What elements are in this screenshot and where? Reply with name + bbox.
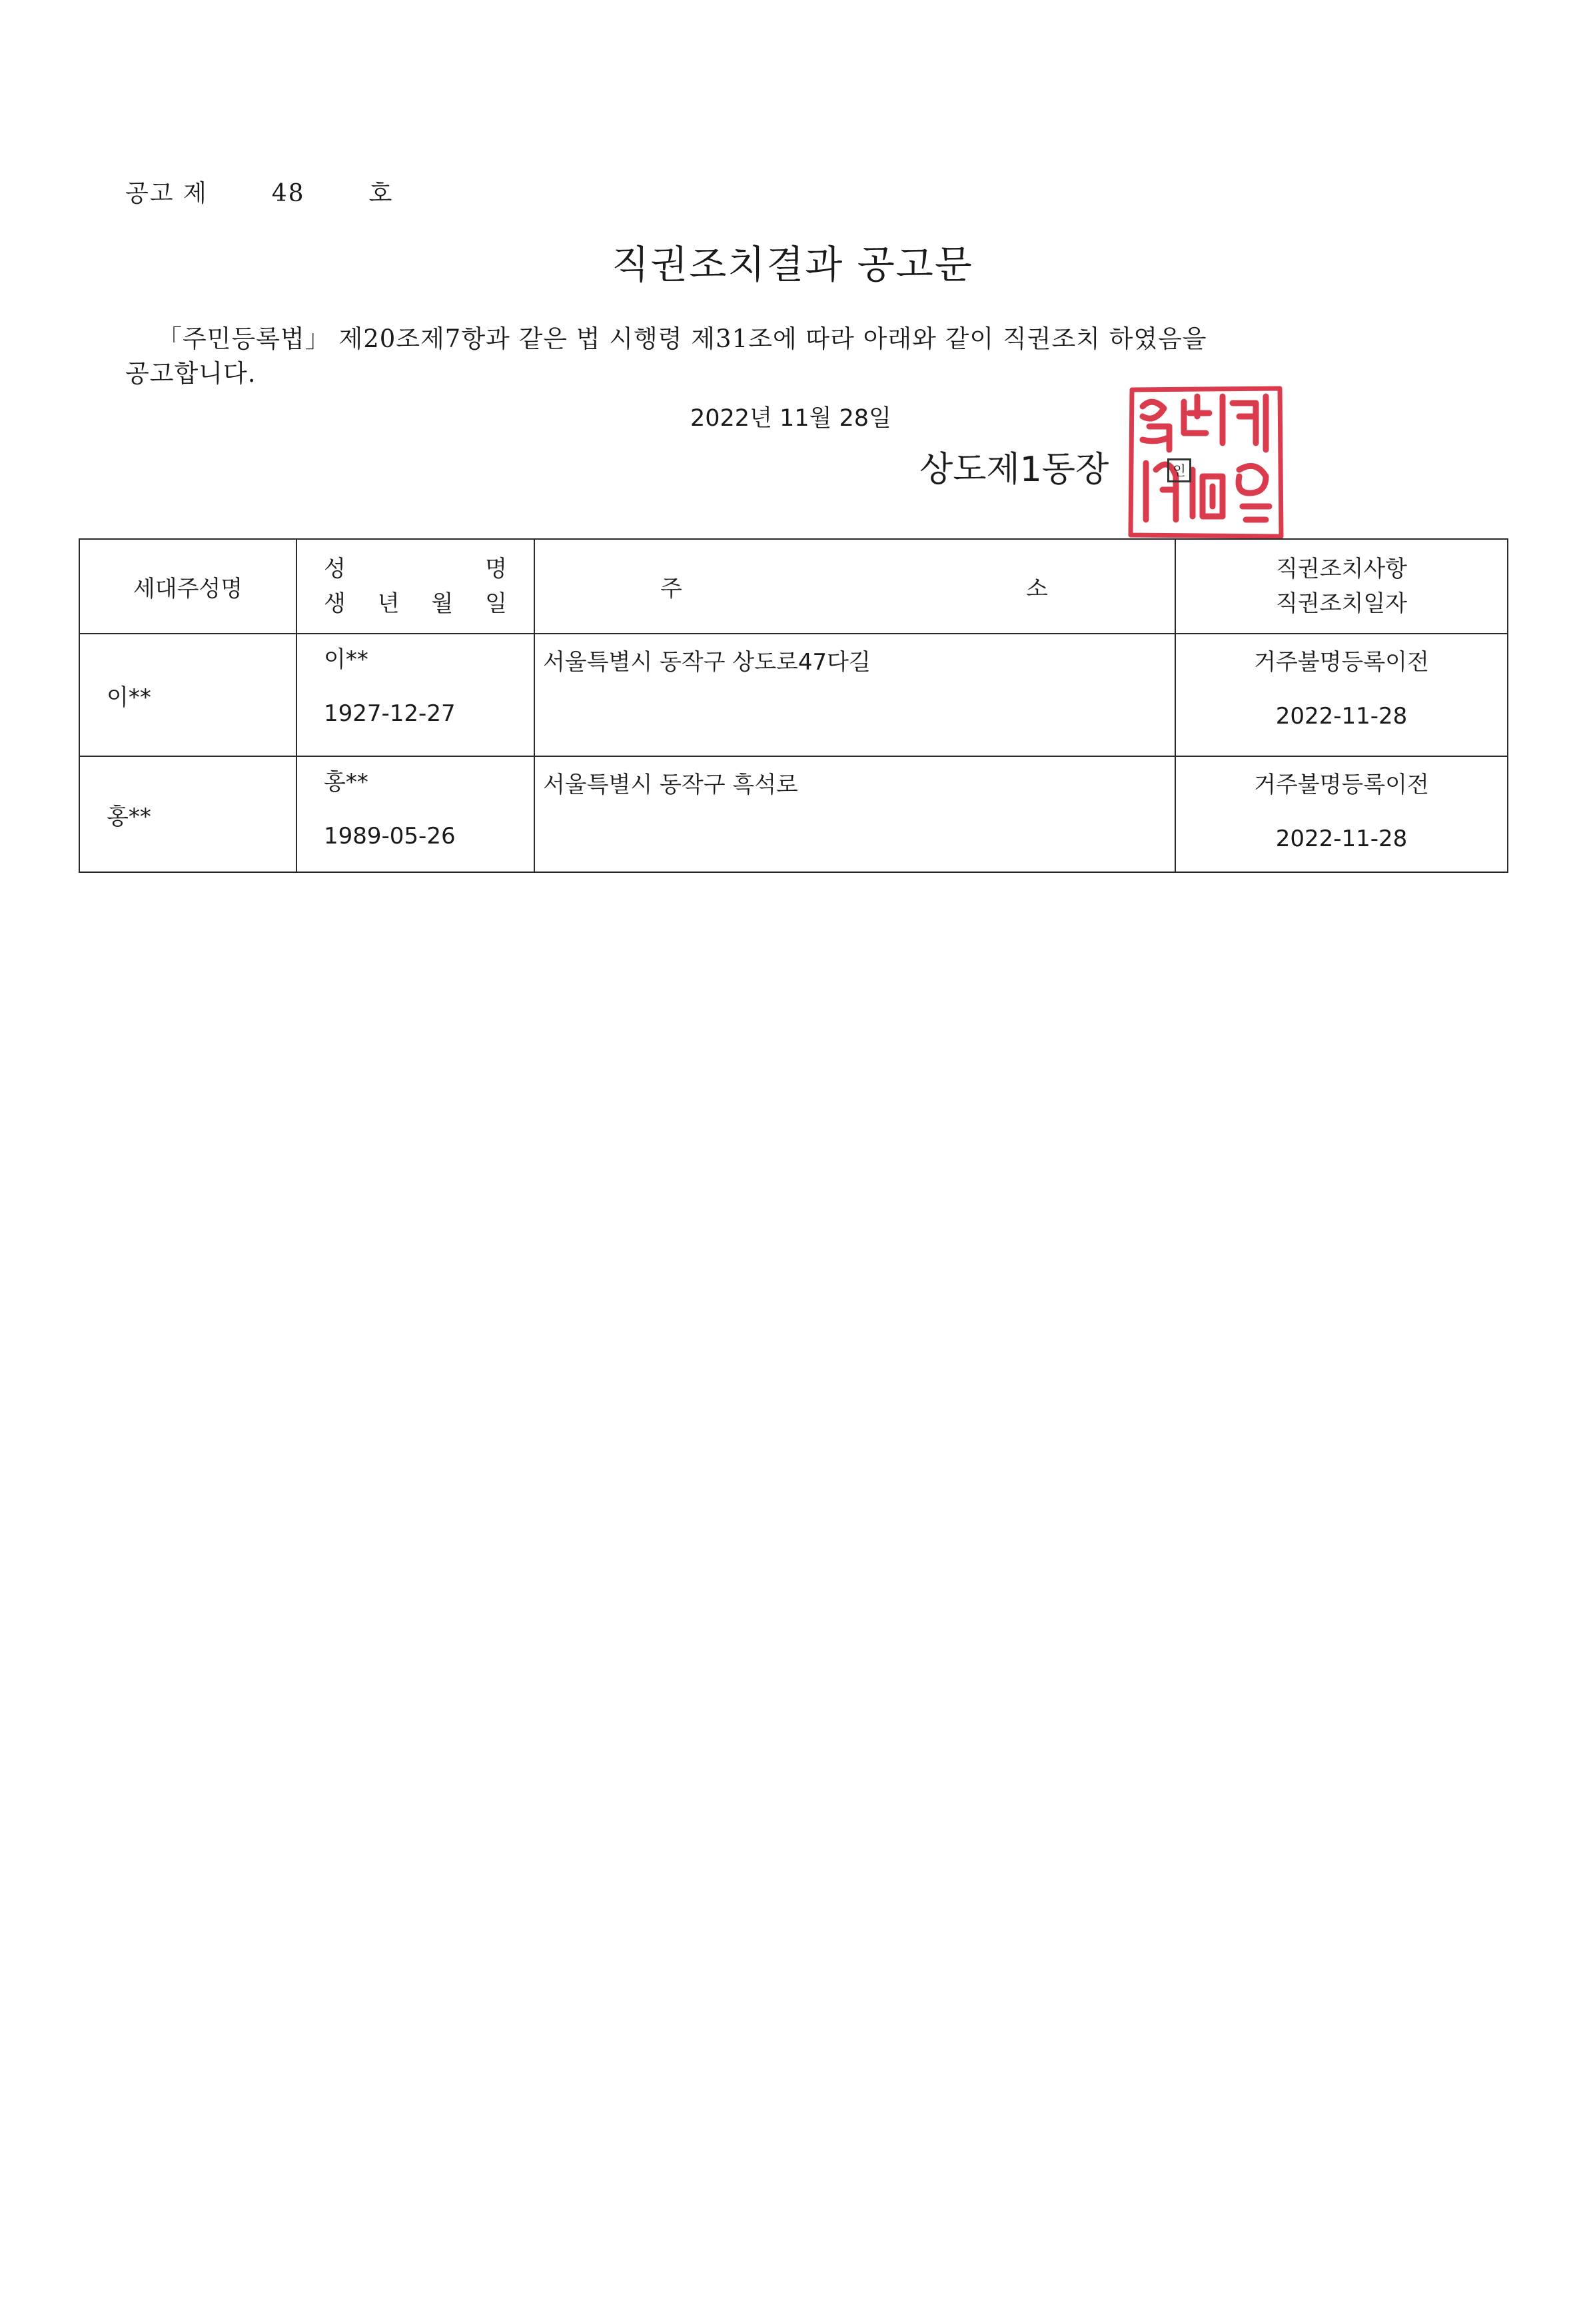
header-name-birth: [296, 539, 534, 634]
header-name-top-right: 명: [485, 556, 507, 582]
row-name-birth: [296, 756, 534, 872]
document-title: 직권조치결과 공고문: [612, 242, 973, 287]
row-action: [1175, 634, 1508, 756]
body-text-line-1: 「주민등록법」 제20조제7항과 같은 법 시행령 제31조에 따라 아래와 같이 직권조치 하였음을: [157, 324, 1207, 353]
header-birth-1: 생: [324, 590, 346, 617]
table-row: [79, 756, 1508, 872]
row-action-text: 거주불명등록이전: [1254, 772, 1429, 798]
official-seal-stamp-icon: [1123, 376, 1289, 543]
header-householder: 세대주성명: [79, 539, 296, 634]
header-address: [534, 539, 1175, 634]
seal-mark: 인: [1167, 458, 1191, 482]
row-birth: 1989-05-26: [324, 823, 456, 850]
header-birth-2: 년: [377, 590, 400, 617]
header-address-right: 소: [1026, 575, 1048, 602]
row-name-birth: [296, 634, 534, 756]
row-householder: 이**: [79, 634, 296, 756]
row-name: 이**: [324, 646, 368, 673]
row-birth: 1927-12-27: [324, 700, 456, 727]
header-action: [1175, 539, 1508, 634]
header-address-left: 주: [660, 575, 682, 602]
notice-prefix: 공고 제: [125, 180, 208, 207]
header-action-line-1: 직권조치사항: [1275, 556, 1408, 582]
records-table: [79, 538, 1508, 873]
row-address: 서울특별시 동작구 상도로47다길: [534, 634, 1175, 756]
header-name-top-left: 성: [324, 556, 346, 582]
row-action-date: 2022-11-28: [1275, 826, 1408, 852]
row-action-text: 거주불명등록이전: [1254, 649, 1429, 676]
row-address: 서울특별시 동작구 흑석로: [534, 756, 1175, 872]
notice-number: 48: [271, 180, 305, 207]
issuer-name: 상도제1동장: [919, 450, 1109, 490]
body-text-line-2: 공고합니다.: [125, 359, 257, 388]
row-householder: 홍**: [79, 756, 296, 872]
header-birth-3: 월: [431, 590, 454, 617]
notice-number-line: [125, 175, 393, 209]
document-date: 2022년 11월 28일: [690, 405, 891, 432]
table-row: [79, 634, 1508, 756]
row-action: [1175, 756, 1508, 872]
table-header-row: [79, 539, 1508, 634]
notice-suffix: 호: [368, 180, 394, 207]
row-action-date: 2022-11-28: [1275, 703, 1408, 730]
header-birth-4: 일: [485, 590, 507, 617]
row-name: 홍**: [324, 769, 368, 796]
header-action-line-2: 직권조치일자: [1275, 590, 1408, 617]
